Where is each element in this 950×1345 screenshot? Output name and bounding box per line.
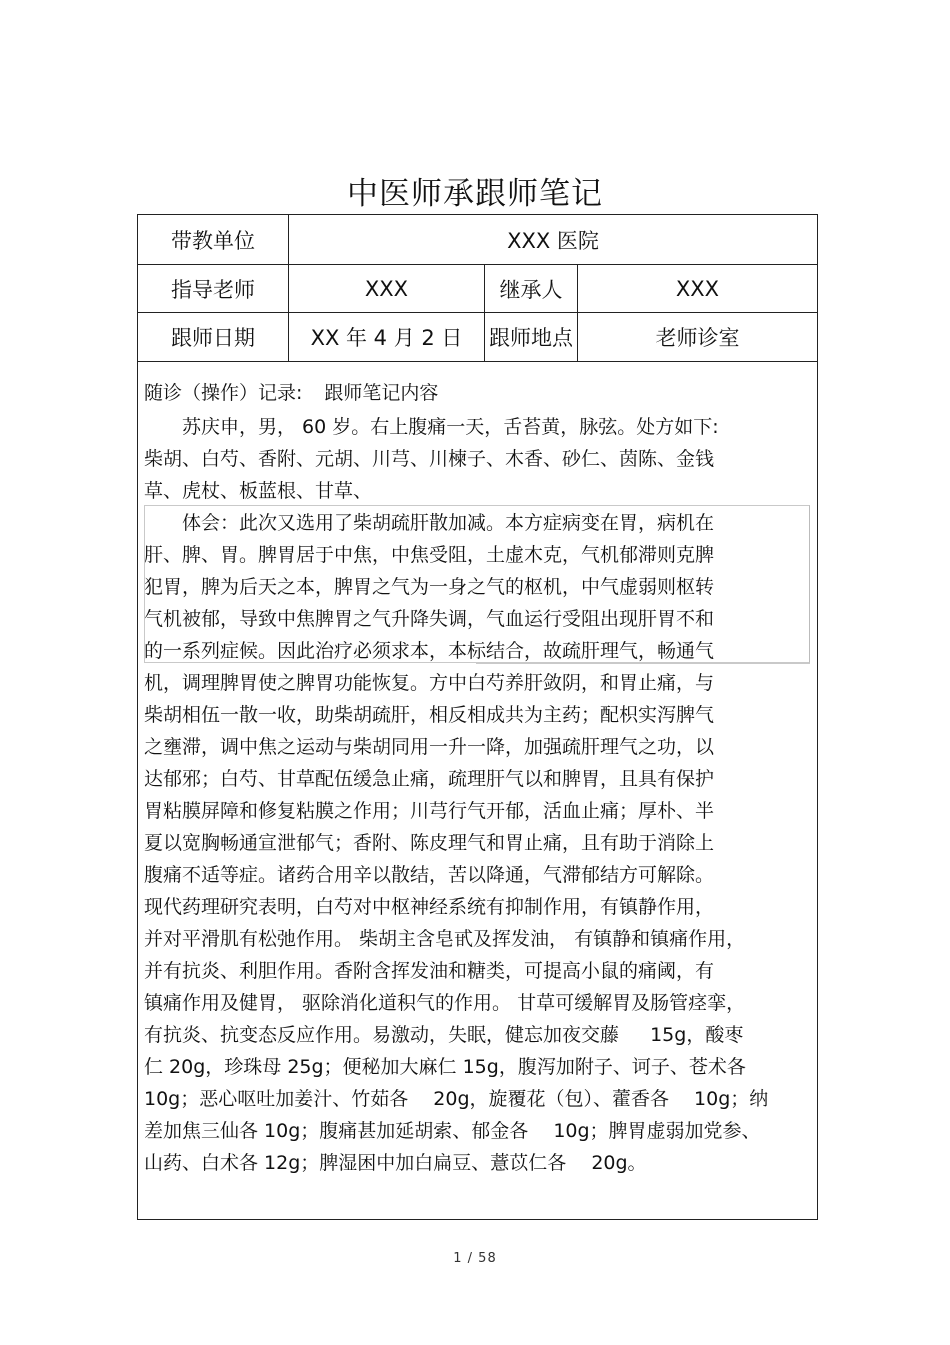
record-line: 柴胡、白芍、香附、元胡、川芎、川楝子、木香、砂仁、茵陈、金钱 (144, 448, 715, 470)
record-line: 现代药理研究表明，白芍对中枢神经系统有抑制作用，有镇静作用， (144, 896, 715, 918)
teacher-label: 指导老师 (171, 277, 255, 302)
record-line: 犯胃，脾为后天之本，脾胃之气为一身之气的枢机，中气虚弱则枢转 (144, 576, 715, 598)
unit-value: XXX 医院 (507, 228, 599, 253)
unit-label: 带教单位 (171, 228, 255, 253)
heir-label: 继承人 (499, 277, 563, 302)
record-line: 腹痛不适等症。诸药合用辛以散结，苦以降通，气滞郁结方可解除。 (144, 864, 715, 886)
record-line: 的一系列症候。因此治疗必须求本，本标结合，故疏肝理气，畅通气 (144, 640, 715, 662)
record-line: 并对平滑肌有松弛作用。 柴胡主含皂甙及挥发油， 有镇静和镇痛作用， (144, 928, 746, 950)
record-body (144, 411, 812, 1179)
record-line: 草、虎杖、板蓝根、甘草、 (144, 480, 373, 502)
page-title: 中医师承跟师笔记 (347, 176, 603, 212)
heir-value: XXX (675, 276, 720, 301)
row-divider (138, 361, 817, 362)
record-line: 苏庆申，男， 60 岁。右上腹痛一天，舌苔黄，脉弦。处方如下: (144, 416, 719, 438)
date-value: XX 年 4 月 2 日 (310, 326, 463, 350)
page-indicator: 1 / 58 (453, 1251, 497, 1266)
place-value: 老师诊室 (655, 326, 740, 350)
record-table (137, 214, 818, 1220)
record-line: 体会：此次又选用了柴胡疏肝散加减。本方症病变在胃，病机在 (144, 512, 715, 534)
date-label: 跟师日期 (171, 326, 255, 350)
record-line: 差加焦三仙各 10g；腹痛甚加延胡索、郁金各 10g；脾胃虚弱加党参、 (144, 1120, 761, 1142)
teacher-value: XXX (364, 276, 409, 301)
record-line: 夏以宽胸畅通宣泄郁气；香附、陈皮理气和胃止痛，且有助于消除上 (144, 832, 715, 854)
record-line: 有抗炎、抗变态反应作用。易激动，失眠，健忘加夜交藤 15g，酸枣 (144, 1024, 744, 1046)
place-label: 跟师地点 (489, 326, 573, 350)
record-section (144, 377, 812, 1179)
record-line: 镇痛作用及健胃， 驱除消化道积气的作用。 甘草可缓解胃及肠管痉挛， (144, 992, 746, 1014)
record-header (144, 377, 812, 411)
record-line: 达郁邪；白芍、甘草配伍缓急止痛，疏理肝气以和脾胃，且具有保护 (144, 768, 715, 790)
record-heading: 随诊（操作）记录: (144, 382, 303, 404)
record-line: 之壅滞，调中焦之运动与柴胡同用一升一降，加强疏肝理气之功，以 (144, 736, 715, 758)
record-line: 肝、脾、胃。脾胃居于中焦，中焦受阻，土虚木克，气机郁滞则克脾 (144, 544, 715, 566)
record-subheading: 跟师笔记内容 (324, 382, 439, 404)
record-line: 并有抗炎、利胆作用。香附含挥发油和糖类，可提高小鼠的痛阈，有 (144, 960, 715, 982)
record-line: 柴胡相伍一散一收，助柴胡疏肝，相反相成共为主药；配枳实泻脾气 (144, 704, 715, 726)
record-line: 仁 20g，珍珠母 25g；便秘加大麻仁 15g，腹泻加附子、诃子、苍术各 (144, 1056, 746, 1078)
record-line: 气机被郁，导致中焦脾胃之气升降失调，气血运行受阻出现肝胃不和 (144, 608, 715, 630)
record-line: 胃粘膜屏障和修复粘膜之作用；川芎行气开郁，活血止痛；厚朴、半 (144, 800, 715, 822)
record-line: 机，调理脾胃使之脾胃功能恢复。方中白芍养肝敛阴，和胃止痛，与 (144, 672, 715, 694)
record-line: 山药、白术各 12g；脾湿困中加白扁豆、薏苡仁各 20g。 (144, 1152, 647, 1174)
record-line: 10g；恶心呕吐加姜汁、竹茹各 20g，旋覆花（包）、藿香各 10g；纳 (144, 1088, 769, 1110)
